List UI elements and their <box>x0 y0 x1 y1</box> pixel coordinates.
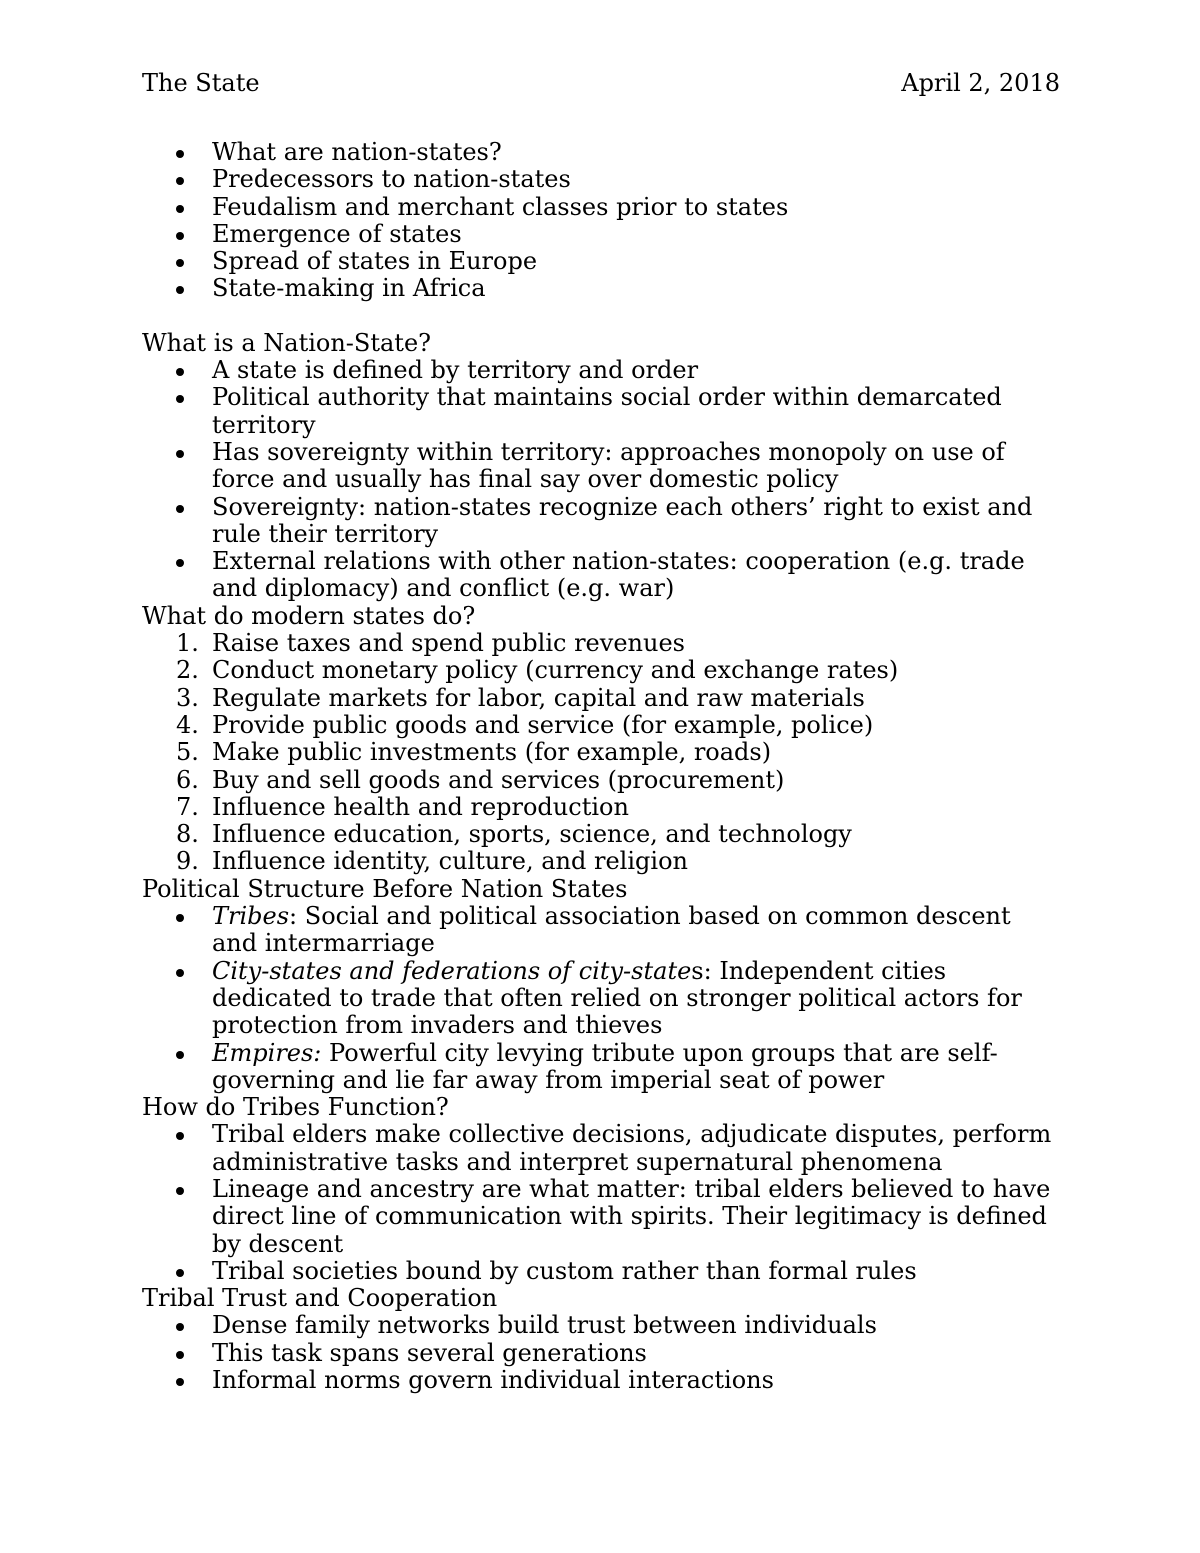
item-number: 2. <box>176 656 199 685</box>
list-item: Dense family networks build trust between individuals <box>142 1312 1060 1339</box>
bullet-icon <box>176 1132 184 1140</box>
item-number: 3. <box>176 683 199 712</box>
bullet-icon <box>176 232 184 240</box>
bullet-icon <box>176 969 184 977</box>
list-item: 1. Raise taxes and spend public revenues <box>176 629 685 658</box>
term: Empires: <box>212 1038 322 1067</box>
item-number: 4. <box>176 710 199 739</box>
list-item: A state is defined by territory and order <box>142 357 1060 384</box>
outline-list <box>142 139 1060 303</box>
tribal-trust-list <box>142 1312 1060 1394</box>
list-item: External relations with other nation-states: cooperation (e.g. trade and diplomacy) and conflict (e.g. war) <box>142 548 1060 603</box>
list-item: Lineage and ancestry are what matter: tribal elders believed to have direct line of communication with spirits. Their legitimacy is defined by descent <box>142 1176 1060 1258</box>
bullet-icon <box>176 368 184 376</box>
list-item: Feudalism and merchant classes prior to states <box>142 194 1060 221</box>
list-item: State-making in Africa <box>142 275 1060 302</box>
list-item: 9. Influence identity, culture, and religion <box>176 847 688 876</box>
bullet-icon <box>176 395 184 403</box>
bullet-icon <box>176 1323 184 1331</box>
item-number: 6. <box>176 765 199 794</box>
bullet-icon <box>176 177 184 185</box>
term: Tribes <box>212 902 290 931</box>
spacer <box>142 303 1060 330</box>
list-item: Tribal societies bound by custom rather than formal rules <box>142 1258 1060 1285</box>
list-item: City-states and federations of city-states: Independent cities dedicated to trade that often relied on stronger political actors for protection from invaders and thieves <box>142 958 1060 1040</box>
item-number: 5. <box>176 738 199 767</box>
list-item: Informal norms govern individual interactions <box>142 1367 1060 1394</box>
document-title: The State <box>142 69 260 97</box>
bullet-icon <box>176 1051 184 1059</box>
bullet-icon <box>176 205 184 213</box>
bullet-icon <box>176 914 184 922</box>
item-number: 8. <box>176 820 199 849</box>
list-item: Tribes: Social and political association based on common descent and intermarriage <box>142 903 1060 958</box>
page-header <box>142 70 1060 100</box>
list-item: Has sovereignty within territory: approaches monopoly on use of force and usually has final say over domestic policy <box>142 439 1060 494</box>
list-item: What are nation-states? <box>142 139 1060 166</box>
list-item: 8. Influence education, sports, science, and technology <box>176 820 852 849</box>
bullet-icon <box>176 1187 184 1195</box>
bullet-icon <box>176 1378 184 1386</box>
list-item: 3. Regulate markets for labor, capital and raw materials <box>176 683 865 712</box>
list-item: 7. Influence health and reproduction <box>176 792 629 821</box>
list-item: 2. Conduct monetary policy (currency and exchange rates) <box>176 656 899 685</box>
political-structure-list <box>142 903 1060 1094</box>
bullet-icon <box>176 259 184 267</box>
section-heading-nation-state: What is a Nation-State? <box>142 328 432 357</box>
bullet-icon <box>176 505 184 513</box>
section-heading-political-structure: Political Structure Before Nation States <box>142 874 628 903</box>
bullet-icon <box>176 450 184 458</box>
item-number: 9. <box>176 847 199 876</box>
list-item: Empires: Powerful city levying tribute upon groups that are self-governing and lie far away from imperial seat of power <box>142 1040 1060 1095</box>
list-item: 5. Make public investments (for example, roads) <box>176 738 772 767</box>
item-number: 7. <box>176 792 199 821</box>
list-item: Sovereignty: nation-states recognize each others’ right to exist and rule their territory <box>142 494 1060 549</box>
bullet-icon <box>176 150 184 158</box>
list-item: Political authority that maintains social order within demarcated territory <box>142 384 1060 439</box>
nation-state-list <box>142 357 1060 603</box>
term: City-states and federations of city-state <box>212 956 692 985</box>
list-item: This task spans several generations <box>142 1340 1060 1367</box>
list-item: 4. Provide public goods and service (for example, police) <box>176 710 874 739</box>
section-heading-modern-states: What do modern states do? <box>142 601 476 630</box>
section-heading-tribal-trust: Tribal Trust and Cooperation <box>142 1284 498 1313</box>
bullet-icon <box>176 1269 184 1277</box>
document-date: April 2, 2018 <box>901 69 1060 97</box>
tribes-function-list <box>142 1121 1060 1285</box>
document-page <box>142 70 1060 1394</box>
list-item: Emergence of states <box>142 221 1060 248</box>
list-item: Predecessors to nation-states <box>142 166 1060 193</box>
bullet-icon <box>176 559 184 567</box>
section-heading-tribes-function: How do Tribes Function? <box>142 1093 449 1122</box>
list-item: Tribal elders make collective decisions, adjudicate disputes, perform administrative tasks and interpret supernatural phenomena <box>142 1121 1060 1176</box>
bullet-icon <box>176 1351 184 1359</box>
item-number: 1. <box>176 629 199 658</box>
list-item: 6. Buy and sell goods and services (procurement) <box>176 765 785 794</box>
bullet-icon <box>176 286 184 294</box>
modern-states-list <box>142 630 1060 876</box>
list-item: Spread of states in Europe <box>142 248 1060 275</box>
